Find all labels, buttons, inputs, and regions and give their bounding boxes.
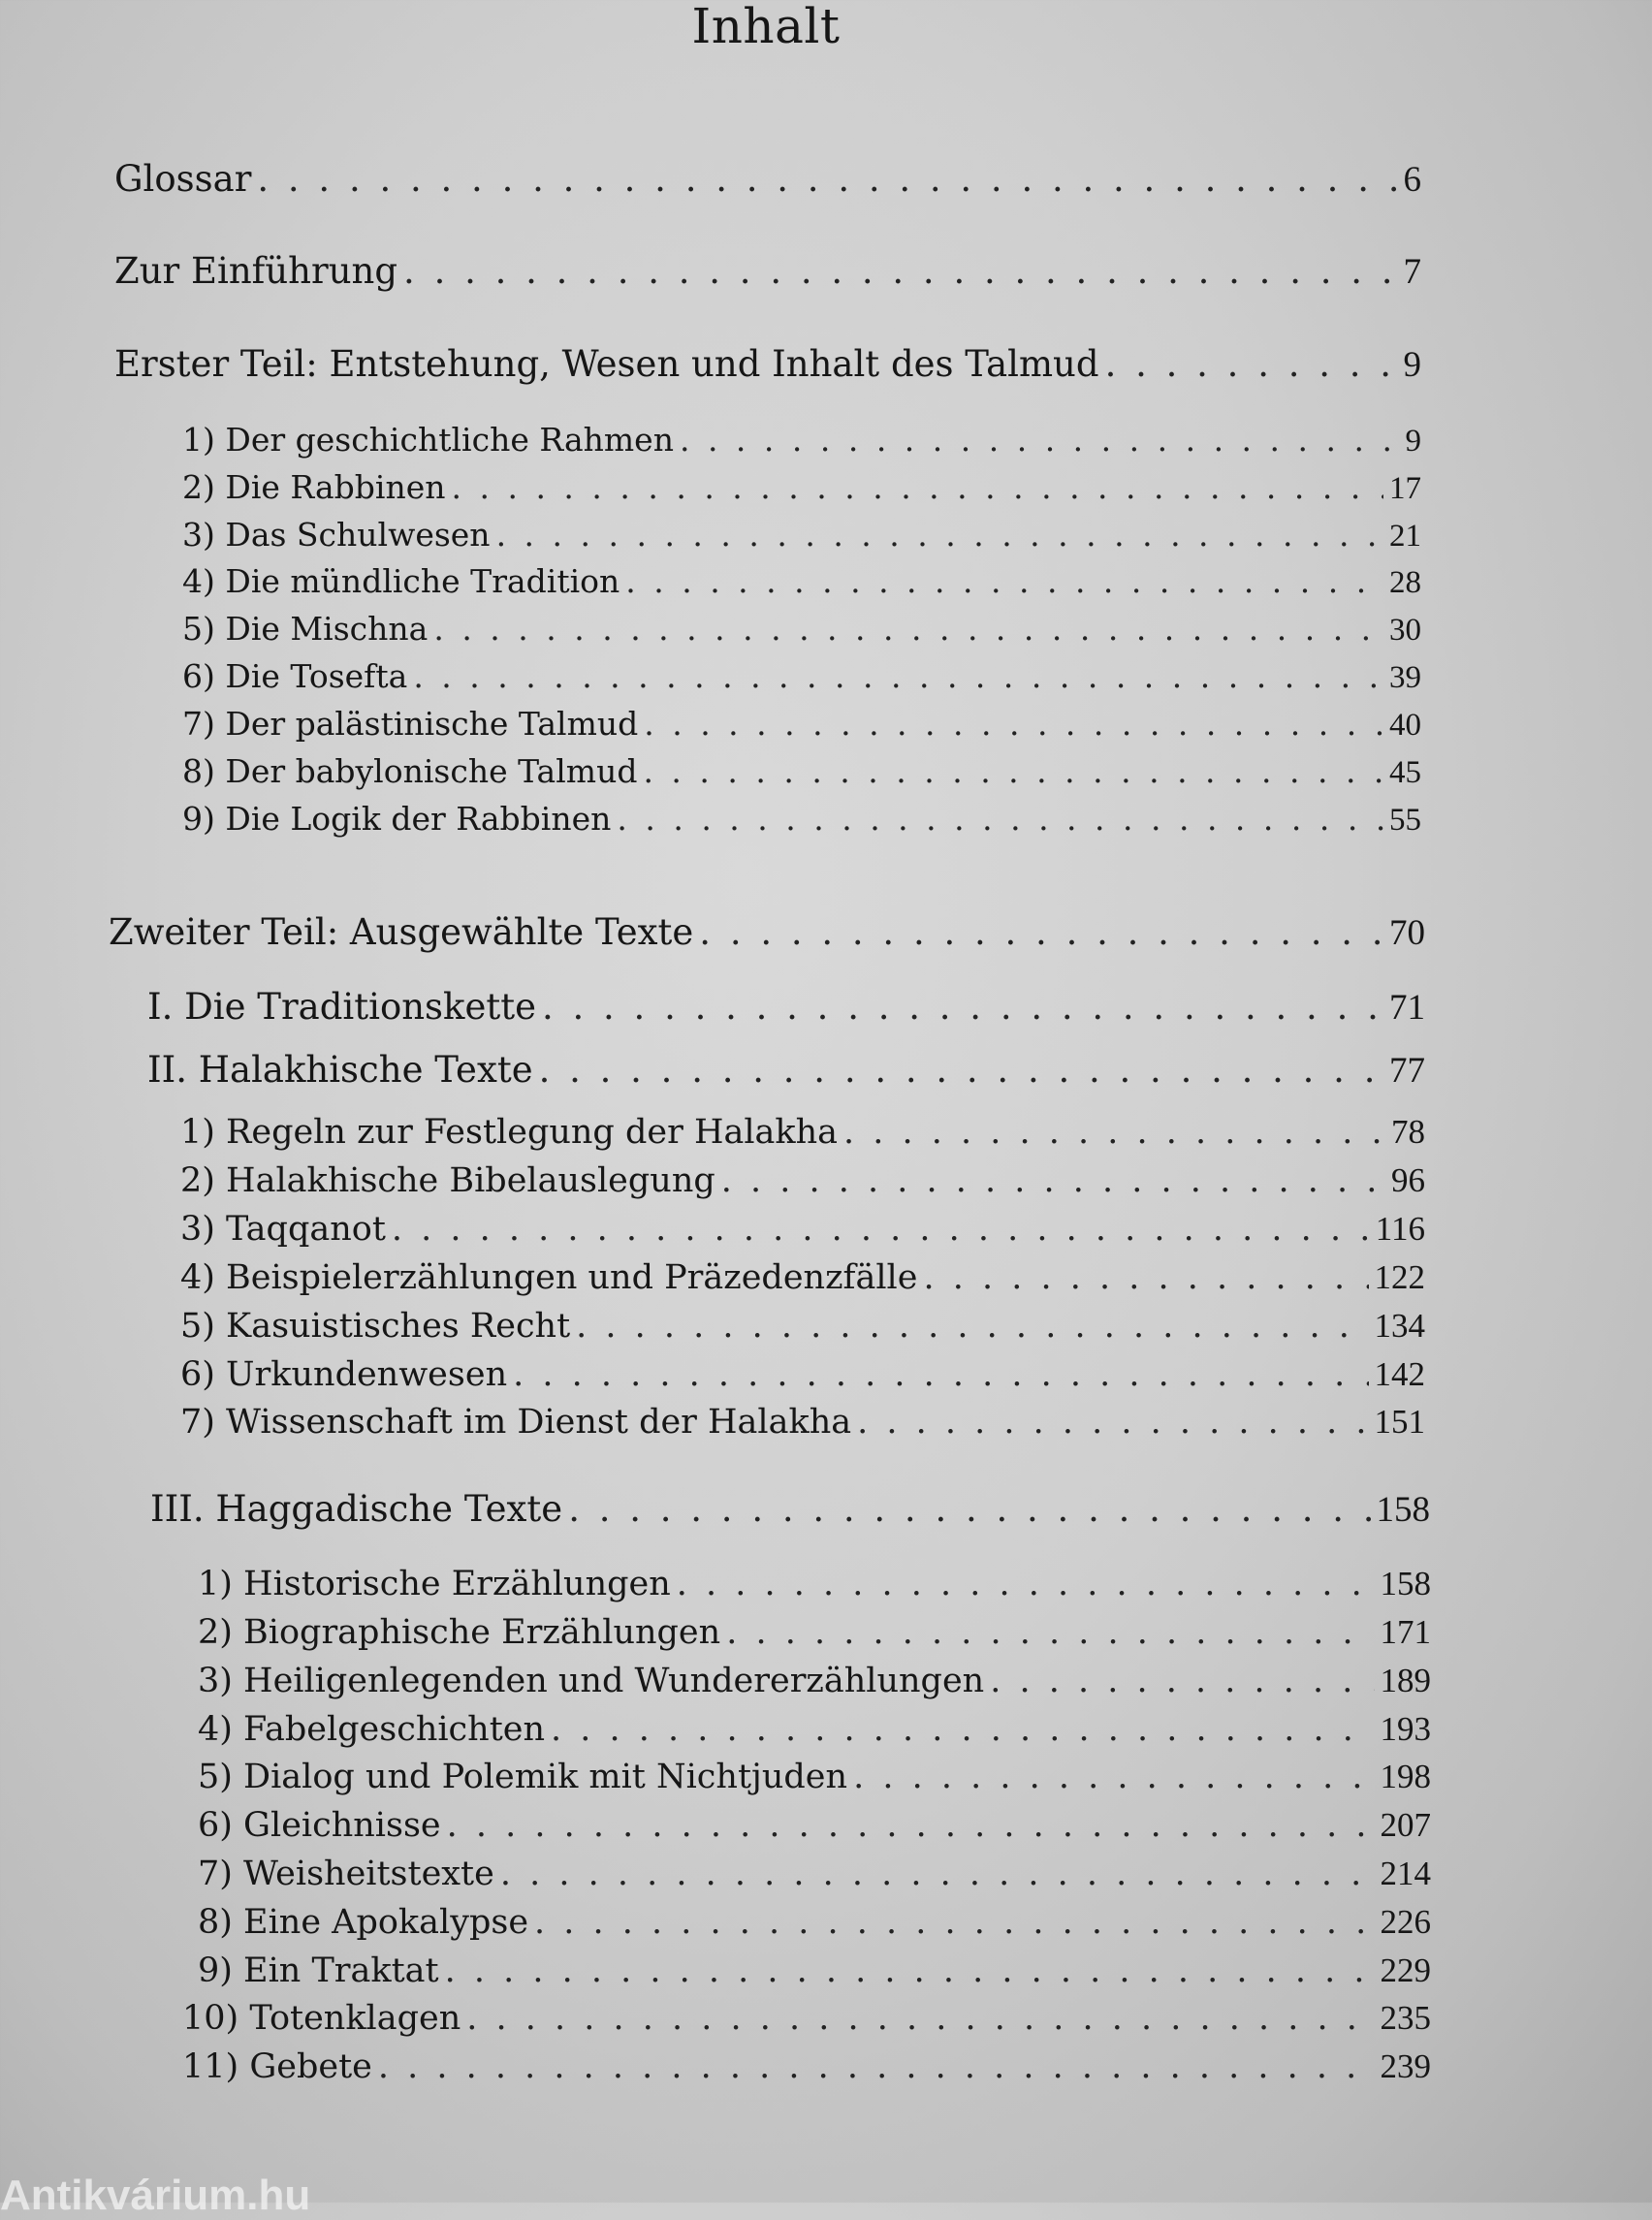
toc-entry[interactable] [182, 800, 1421, 839]
dot-leader [257, 158, 1397, 200]
toc-entry-page: 158 [1376, 1490, 1430, 1530]
toc-entry[interactable] [198, 1903, 1431, 1942]
toc-entry[interactable] [198, 1662, 1431, 1700]
dot-leader [617, 800, 1383, 838]
toc-entry-page: 77 [1389, 1051, 1425, 1091]
toc-part-heading[interactable] [114, 343, 1421, 386]
toc-entry-label: 4) Beispielerzählungen und Präzedenzfälle [180, 1258, 918, 1297]
dot-leader [576, 1307, 1368, 1346]
toc-entry-label: 1) Historische Erzählungen [198, 1565, 671, 1603]
dot-leader [551, 1710, 1374, 1749]
toc-entry[interactable] [180, 1355, 1425, 1394]
toc-entry-page: 17 [1389, 471, 1421, 506]
dot-leader [677, 1565, 1375, 1603]
dot-leader [990, 1662, 1374, 1700]
toc-entry-label: 7) Der palästinische Talmud [182, 705, 639, 743]
toc-entry-label: 3) Das Schulwesen [182, 516, 491, 554]
toc-entry-label: 7) Weisheitstexte [198, 1855, 494, 1893]
toc-entry-label: I. Die Traditionskette [147, 986, 536, 1028]
dot-leader [378, 2047, 1375, 2086]
toc-entry-page: 45 [1389, 755, 1421, 790]
page-title: Inhalt [691, 0, 841, 54]
dot-leader [534, 1903, 1374, 1942]
dot-leader [923, 1258, 1368, 1297]
toc-section-heading[interactable] [150, 1488, 1430, 1531]
toc-entry-page: 116 [1375, 1210, 1425, 1248]
dot-leader [1105, 343, 1398, 385]
toc-part-heading[interactable] [109, 911, 1425, 954]
dot-leader [644, 705, 1383, 743]
dot-leader [539, 1049, 1383, 1091]
toc-entry[interactable] [182, 657, 1421, 696]
dot-leader [643, 752, 1383, 790]
toc-entry-page: 171 [1380, 1613, 1431, 1651]
toc-section-heading[interactable] [147, 986, 1425, 1029]
dot-leader [447, 1806, 1375, 1845]
toc-entry-label: 3) Taqqanot [180, 1210, 386, 1249]
toc-entry-label: 9) Ein Traktat [198, 1951, 439, 1990]
toc-entry-page: 21 [1389, 519, 1421, 554]
toc-entry-label: 4) Die mündliche Tradition [182, 562, 620, 600]
toc-entry-einfuehrung[interactable] [114, 250, 1421, 293]
toc-entry-label: 8) Eine Apokalypse [198, 1903, 529, 1942]
toc-entry-label: 8) Der babylonische Talmud [182, 752, 638, 790]
toc-entry[interactable] [198, 1806, 1431, 1845]
toc-entry-label: 2) Halakhische Bibelauslegung [180, 1161, 715, 1200]
toc-entry[interactable] [182, 705, 1421, 744]
dot-leader [452, 468, 1383, 506]
toc-entry[interactable] [182, 468, 1421, 507]
toc-entry[interactable] [180, 1161, 1425, 1200]
toc-entry[interactable] [182, 516, 1421, 555]
toc-entry-label: 11) Gebete [182, 2047, 372, 2086]
toc-entry-label: 5) Dialog und Polemik mit Nichtjuden [198, 1758, 848, 1796]
toc-entry-label: 2) Biographische Erzählungen [198, 1613, 721, 1652]
dot-leader [413, 657, 1383, 695]
toc-entry-label: Glossar [114, 158, 252, 200]
toc-entry-label: 5) Kasuistisches Recht [180, 1307, 571, 1346]
toc-entry-glossar[interactable] [114, 158, 1421, 201]
toc-entry[interactable] [182, 562, 1421, 601]
watermark: Antikvárium.hu [0, 2172, 311, 2219]
toc-entry-page: 70 [1389, 913, 1425, 953]
dot-leader [721, 1161, 1385, 1200]
toc-entry[interactable] [182, 1999, 1431, 2038]
toc-entry-label: 6) Urkundenwesen [180, 1355, 508, 1394]
dot-leader [726, 1613, 1374, 1652]
toc-entry[interactable] [198, 1613, 1431, 1652]
dot-leader [496, 516, 1383, 554]
dot-leader [542, 986, 1383, 1028]
toc-entry[interactable] [198, 1710, 1431, 1749]
toc-entry-label: Zur Einführung [114, 250, 398, 292]
dot-leader [843, 1113, 1385, 1152]
dot-leader [466, 1999, 1374, 2038]
toc-entry-page: 30 [1389, 613, 1421, 648]
toc-entry[interactable] [198, 1951, 1431, 1990]
dot-leader [568, 1488, 1370, 1530]
toc-entry[interactable] [198, 1855, 1431, 1893]
toc-entry-page: 28 [1389, 565, 1421, 600]
toc-entry[interactable] [198, 1758, 1431, 1796]
toc-entry-label: II. Halakhische Texte [147, 1049, 533, 1091]
toc-entry[interactable] [182, 2047, 1431, 2086]
toc-entry-label: 1) Regeln zur Festlegung der Halakha [180, 1113, 839, 1152]
toc-entry-page: 71 [1389, 988, 1425, 1028]
toc-entry-page: 39 [1389, 660, 1421, 695]
toc-entry-page: 239 [1380, 2047, 1431, 2085]
toc-entry-page: 122 [1374, 1258, 1425, 1296]
toc-entry-page: 229 [1380, 1951, 1431, 1989]
toc-entry-label: 10) Totenklagen [182, 1999, 461, 2038]
dot-leader [513, 1355, 1368, 1394]
toc-entry-label: 6) Gleichnisse [198, 1806, 441, 1845]
toc-entry-label: Zweiter Teil: Ausgewählte Texte [109, 911, 694, 953]
toc-entry-label: 1) Der geschichtliche Rahmen [182, 421, 674, 459]
toc-section-heading[interactable] [147, 1049, 1425, 1092]
toc-entry[interactable] [182, 421, 1421, 460]
toc-entry[interactable] [198, 1565, 1431, 1603]
toc-entry-page: 193 [1380, 1710, 1431, 1748]
toc-entry-page: 96 [1391, 1161, 1425, 1199]
toc-entry-page: 134 [1374, 1307, 1425, 1345]
toc-entry-label: 9) Die Logik der Rabbinen [182, 800, 612, 838]
toc-entry-page: 9 [1403, 345, 1421, 385]
dot-leader [625, 562, 1383, 600]
toc-entry[interactable] [180, 1113, 1425, 1152]
toc-entry-page: 226 [1380, 1903, 1431, 1941]
toc-entry-label: 3) Heiligenlegenden und Wundererzählungen [198, 1662, 985, 1700]
toc-entry[interactable] [182, 610, 1421, 649]
toc-entry-label: III. Haggadische Texte [150, 1488, 563, 1530]
toc-entry[interactable] [182, 752, 1421, 791]
dot-leader [445, 1951, 1375, 1990]
toc-entry-label: 7) Wissenschaft im Dienst der Halakha [180, 1403, 852, 1442]
toc-entry-page: 198 [1380, 1758, 1431, 1795]
toc-entry-page: 78 [1391, 1113, 1425, 1151]
toc-entry[interactable] [180, 1258, 1425, 1297]
toc-entry-label: 6) Die Tosefta [182, 657, 408, 695]
toc-entry[interactable] [180, 1210, 1425, 1249]
toc-entry-page: 7 [1403, 252, 1421, 292]
toc-entry-page: 214 [1380, 1855, 1431, 1892]
toc-entry-page: 207 [1380, 1806, 1431, 1844]
dot-leader [392, 1210, 1370, 1249]
toc-entry-page: 142 [1374, 1355, 1425, 1393]
dot-leader [433, 610, 1383, 648]
toc-entry-label: 4) Fabelgeschichten [198, 1710, 546, 1749]
toc-entry[interactable] [180, 1307, 1425, 1346]
dot-leader [500, 1855, 1375, 1893]
dot-leader [680, 421, 1400, 459]
toc-entry-page: 235 [1380, 1999, 1431, 2037]
dot-leader [699, 911, 1383, 953]
toc-entry-page: 6 [1403, 160, 1421, 200]
dot-leader [853, 1758, 1374, 1796]
toc-entry-page: 40 [1389, 708, 1421, 743]
toc-entry-page: 55 [1389, 803, 1421, 838]
toc-entry-label: 2) Die Rabbinen [182, 468, 446, 506]
toc-entry-label: Erster Teil: Entstehung, Wesen und Inhalt des Talmud [114, 343, 1099, 385]
toc-entry-page: 158 [1380, 1565, 1431, 1602]
toc-entry[interactable] [180, 1403, 1425, 1442]
toc-entry-page: 189 [1380, 1662, 1431, 1699]
toc-entry-label: 5) Die Mischna [182, 610, 429, 648]
toc-entry-page: 151 [1374, 1403, 1425, 1441]
dot-leader [857, 1403, 1368, 1442]
toc-entry-page: 9 [1405, 424, 1421, 459]
dot-leader [403, 250, 1397, 292]
